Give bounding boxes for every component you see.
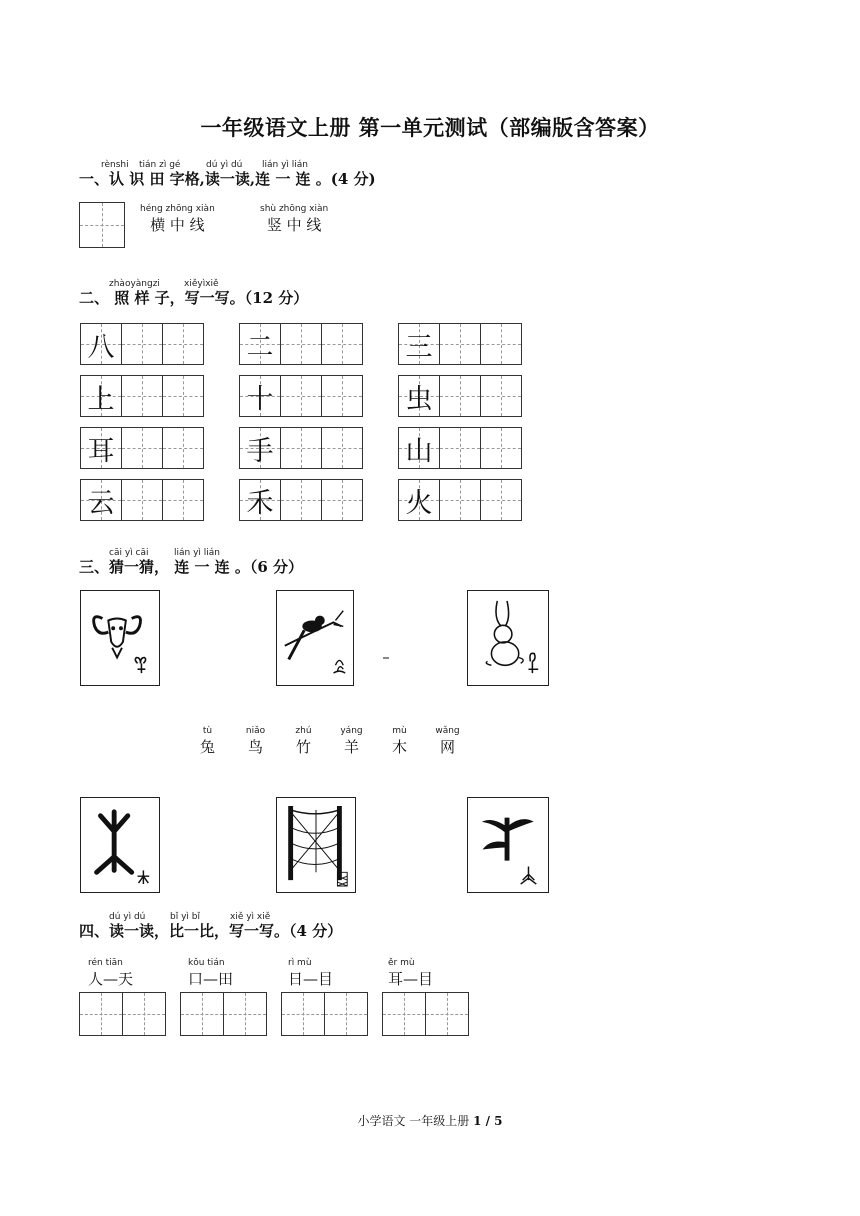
writing-cell[interactable] [162, 427, 204, 469]
model-char: 云 [87, 487, 115, 519]
q2-practice-grid [80, 323, 204, 365]
writing-cell[interactable] [162, 323, 204, 365]
writing-cell[interactable] [480, 323, 522, 365]
model-char: 十 [246, 383, 274, 415]
writing-cell[interactable] [162, 479, 204, 521]
q3-word-row [190, 726, 465, 757]
model-char-cell [80, 323, 122, 365]
q1-question: 一、认 识 田 字格,读一读,连 一 连 。(4 分) [79, 170, 376, 188]
q2-practice-grid [239, 323, 363, 365]
model-char: 禾 [246, 487, 274, 519]
model-char: 虫 [405, 383, 433, 415]
q2-practice-grid [80, 427, 204, 469]
q2-pinyin-1: zhàoyàngzi [109, 279, 160, 289]
q2-practice-grid [80, 375, 204, 417]
model-char: 山 [405, 435, 433, 467]
q3-pinyin-1: cāi yì cāi [109, 548, 149, 558]
writing-cell[interactable] [121, 323, 163, 365]
q2-row [80, 323, 522, 365]
q1-pinyin-3: dú yì dú [206, 160, 243, 170]
model-char-cell [80, 375, 122, 417]
q3-word-niao: niǎo 鸟 [245, 726, 266, 756]
q2-practice-grid [398, 479, 522, 521]
model-char-cell [398, 375, 440, 417]
q2-pinyin-2: xiěyìxiě [184, 279, 219, 289]
model-char-cell [80, 427, 122, 469]
writing-cell[interactable] [480, 479, 522, 521]
model-char: 耳 [87, 435, 115, 467]
model-char: 火 [405, 487, 433, 519]
model-char-cell [398, 479, 440, 521]
q4-pair-row [88, 958, 448, 989]
q2-practice-grid [239, 479, 363, 521]
q1-pinyin-4: lián yì lián [262, 160, 308, 170]
q1-pinyin-2: tián zì gé [139, 160, 181, 170]
q3-word-tu: tù 兔 [199, 726, 215, 756]
net-picture [276, 797, 356, 893]
q4-grid-2 [180, 992, 267, 1036]
q3-word-zhu: zhú 竹 [295, 726, 312, 756]
q2-practice-grid [398, 323, 522, 365]
q3-word-wang: wǎng 网 [435, 726, 460, 756]
writing-cell[interactable] [439, 323, 481, 365]
q4-grid-4 [382, 992, 469, 1036]
model-char-cell [239, 427, 281, 469]
q3-pinyin-2: lián yì lián [174, 548, 220, 558]
writing-cell[interactable] [439, 479, 481, 521]
q2-grid-area [80, 323, 522, 521]
writing-cell[interactable] [280, 375, 322, 417]
q4-grid-1 [79, 992, 166, 1036]
bird-picture [276, 590, 354, 686]
q4-pair-4: ěr mù 耳—目 [388, 958, 434, 988]
model-char-cell [398, 323, 440, 365]
q4-pinyin-3: xiě yì xiě [230, 912, 271, 922]
q2-practice-grid [398, 375, 522, 417]
writing-cell[interactable] [321, 323, 363, 365]
writing-cell[interactable] [280, 427, 322, 469]
model-char: 上 [87, 383, 115, 415]
q4-question: 四、读一读，比一比，写一写。（4 分） [79, 922, 343, 940]
writing-cell[interactable] [162, 375, 204, 417]
q2-row [80, 375, 522, 417]
model-char: 三 [405, 331, 433, 363]
writing-cell[interactable] [121, 427, 163, 469]
writing-cell[interactable] [121, 479, 163, 521]
q2-row [80, 427, 522, 469]
writing-cell[interactable] [480, 427, 522, 469]
q2-practice-grid [80, 479, 204, 521]
writing-cell[interactable] [439, 427, 481, 469]
writing-cell[interactable] [321, 479, 363, 521]
q4-pinyin-2: bǐ yì bǐ [170, 912, 200, 922]
page-footer [0, 1112, 860, 1129]
tree-picture [80, 797, 160, 893]
q4-pair-3: rì mù 日—目 [288, 958, 334, 988]
q4-grid-3 [281, 992, 368, 1036]
q4-pair-1: rén tiān 人—天 [88, 958, 134, 988]
stray-mark [383, 657, 389, 659]
q4-writing-grids [79, 992, 469, 1036]
writing-cell[interactable] [321, 427, 363, 469]
footer-text: 小学语文 一年级上册 [357, 1114, 474, 1128]
bamboo-picture [467, 797, 549, 893]
q1-word-2: shù zhōng xiàn 竖 中 线 [260, 204, 329, 234]
q4-pinyin-1: dú yì dú [109, 912, 146, 922]
writing-cell[interactable] [121, 375, 163, 417]
q3-word-yang: yáng 羊 [340, 726, 363, 756]
q4-pair-2: kǒu tián 口—田 [188, 958, 234, 988]
rabbit-picture [467, 590, 549, 686]
q2-practice-grid [239, 375, 363, 417]
model-char-cell [239, 375, 281, 417]
model-char: 八 [87, 331, 115, 363]
q2-practice-grid [398, 427, 522, 469]
writing-cell[interactable] [280, 323, 322, 365]
page-title: 一年级语文上册 第一单元测试（部编版含答案） [200, 115, 660, 140]
q1-grid [79, 202, 125, 248]
model-char-cell [239, 479, 281, 521]
q2-question: 二、 照 样 子，写一写。（12 分） [79, 289, 309, 307]
goat-picture [80, 590, 160, 686]
writing-cell[interactable] [439, 375, 481, 417]
q2-practice-grid [239, 427, 363, 469]
model-char-cell [398, 427, 440, 469]
writing-cell[interactable] [280, 479, 322, 521]
q3-question: 三、猜一猜， 连 一 连 。（6 分） [79, 558, 304, 576]
model-char: 手 [246, 435, 274, 467]
q3-word-mu: mù 木 [391, 726, 407, 756]
writing-cell[interactable] [480, 375, 522, 417]
q2-row [80, 479, 522, 521]
q1-pinyin-1: rènshi [101, 160, 129, 170]
model-char: 二 [246, 331, 274, 363]
page-number: 1 / 5 [473, 1114, 503, 1128]
q1-word-1: héng zhōng xiàn 横 中 线 [140, 204, 215, 234]
model-char-cell [80, 479, 122, 521]
writing-cell[interactable] [321, 375, 363, 417]
model-char-cell [239, 323, 281, 365]
